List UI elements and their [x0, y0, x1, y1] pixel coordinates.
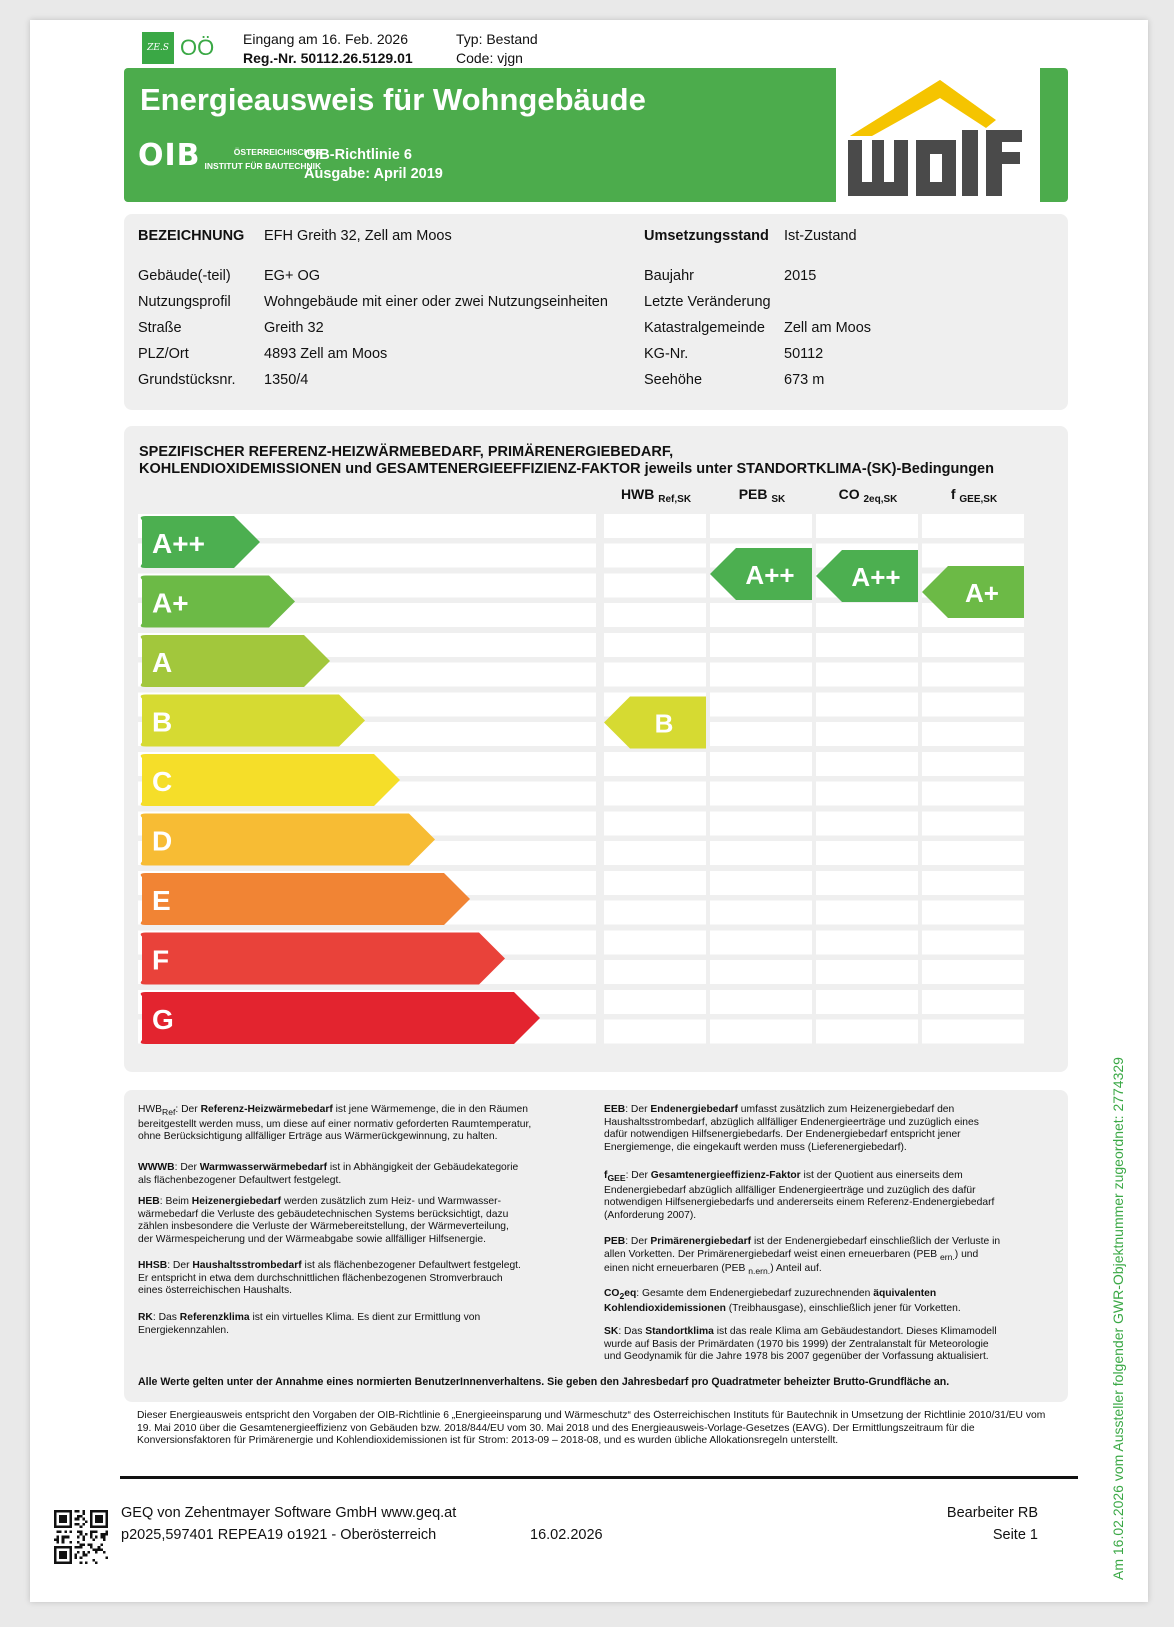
qr-module: [77, 1523, 80, 1526]
column-stripe: [710, 633, 812, 657]
class-label: A++: [152, 528, 205, 559]
qr-module: [77, 1515, 80, 1518]
energy-scale-grid: [138, 512, 1050, 1048]
column-stripe: [604, 574, 706, 598]
column-stripe: [604, 514, 706, 538]
oib-line2: INSTITUT FÜR BAUTECHNIK: [204, 160, 322, 171]
column-stripe: [816, 960, 918, 984]
value-grundstuecksnr: 1350/4: [264, 372, 309, 388]
qr-module: [95, 1551, 98, 1554]
column-stripe: [922, 1020, 1024, 1044]
type-label: Typ: Bestand: [456, 31, 538, 47]
value-katastralgemeinde: Zell am Moos: [784, 320, 872, 336]
column-stripe: [816, 990, 918, 1014]
column-stripe: [604, 633, 706, 657]
column-stripe: [816, 812, 918, 836]
qr-module: [90, 1531, 93, 1534]
qr-module: [62, 1538, 65, 1541]
qr-module: [69, 1531, 72, 1534]
rating-label: A++: [745, 560, 795, 590]
label-baujahr: Baujahr: [644, 268, 694, 284]
column-stripe: [604, 603, 706, 627]
column-head-hwb-sub: Ref,SK: [658, 494, 692, 505]
footer-left: [121, 1502, 456, 1546]
def-hhsb: HHSB: Der Haushaltsstrombedarf ist als flächenbezogener Defaultwert festgelegt. Er entspricht in etwa dem durchschnittlichen flächenbezogenen Stromverbrauch eines österreichischen Haushalts.: [138, 1260, 521, 1296]
qr-module: [90, 1533, 93, 1536]
qr-module: [57, 1538, 60, 1541]
qr-module: [100, 1549, 103, 1552]
qr-module: [105, 1531, 108, 1534]
qr-module: [80, 1561, 83, 1564]
label-gebaeude: Gebäude(-teil): [138, 268, 231, 284]
qr-module: [75, 1518, 78, 1521]
column-stripe: [922, 663, 1024, 687]
column-stripe: [604, 990, 706, 1014]
column-stripe: [710, 603, 812, 627]
gwr-assignment-note: Am 16.02.2026 vom Aussteller folgender GWR-Objektnummer zugeordnet: 2774329: [1110, 1057, 1126, 1580]
column-stripe: [816, 782, 918, 806]
column-stripe: [710, 514, 812, 538]
eingang-date: Eingang am 16. Feb. 2026: [243, 31, 409, 47]
column-head-hwb: [604, 486, 708, 505]
def-rk: RK: Das Referenzklima ist ein virtuelles Klima. Es dient zur Ermittlung von Energiekennzahlen.: [138, 1312, 481, 1336]
column-stripe: [816, 633, 918, 657]
class-arrow-g: [141, 992, 540, 1044]
qr-module: [100, 1536, 103, 1539]
column-stripe: [922, 514, 1024, 538]
qr-module: [57, 1531, 60, 1534]
column-stripe: [604, 960, 706, 984]
oib-logo-mark: OIB: [138, 138, 201, 173]
column-stripe: [710, 693, 812, 717]
document-page: [30, 20, 1148, 1602]
all-values-note: Alle Werte gelten unter der Annahme eines normierten BenutzerInnenverhaltens. Sie geben den Jahresbedarf pro Quadratmeter beheizter Brutto-Grundfläche an.: [138, 1376, 950, 1388]
column-stripe: [922, 841, 1024, 865]
class-label: A+: [152, 587, 189, 619]
qr-module: [103, 1551, 106, 1554]
def-fgee: $f_{GEE}$: Der Gesamtenergieeffizienz-Faktor ist der Quotient aus einerseits dem Endenergiebedarf abzüglich allfälliger Endenergieerträge und zuzüglich des dafür notwendigen Hilfsenergiebedarfs und andererseits einem Referenz-Endenergiebedarf (Anforderung 2007).: [604, 1170, 995, 1221]
column-stripe: [604, 871, 706, 895]
qr-module: [77, 1536, 80, 1539]
qr-module: [80, 1531, 83, 1534]
qr-module: [87, 1543, 90, 1546]
class-arrow-b: [141, 695, 365, 747]
label-katastralgemeinde: Katastralgemeinde: [644, 320, 765, 336]
meta-left: [243, 30, 413, 68]
qr-module: [64, 1531, 67, 1534]
column-stripe: [710, 871, 812, 895]
qr-module: [82, 1510, 85, 1513]
column-stripe: [922, 960, 1024, 984]
qr-code-icon: [54, 1510, 108, 1564]
column-head-co2-main: CO: [838, 486, 860, 502]
column-stripe: [816, 603, 918, 627]
qr-module: [57, 1541, 60, 1544]
value-nutzungsprofil: Wohngebäude mit einer oder zwei Nutzungseinheiten: [264, 294, 608, 310]
qr-module: [75, 1546, 78, 1549]
header-banner: [124, 68, 1068, 202]
column-stripe: [816, 693, 918, 717]
rating-label: B: [654, 708, 674, 739]
qr-module: [80, 1543, 83, 1546]
region-stamp: [142, 32, 236, 64]
qr-module: [85, 1533, 88, 1536]
column-stripe: [710, 931, 812, 955]
column-stripe: [816, 663, 918, 687]
column-head-fgee-sub: GEE,SK: [959, 494, 998, 505]
qr-module: [59, 1551, 67, 1559]
def-sk: SK: Das Standortklima ist das reale Klima am Gebäudestandort. Dieses Klimamodell wurde auf Basis der Primärdaten (1970 bis 1999) der Zentralanstalt für Meteorologie und Geodynamik für die Jahre 1978 bis 2007 gegenüber der Vorfassung aktualisiert.: [604, 1326, 997, 1362]
column-stripe: [816, 871, 918, 895]
energy-scale: [124, 426, 1068, 1072]
reg-number: Reg.-Nr. 50112.26.5129.01: [243, 50, 413, 66]
class-arrow-f: [141, 933, 505, 985]
qr-module: [93, 1531, 96, 1534]
column-stripe: [922, 812, 1024, 836]
column-stripe: [604, 812, 706, 836]
qr-module: [80, 1515, 83, 1518]
qr-module: [93, 1559, 96, 1562]
column-stripe: [604, 1020, 706, 1044]
column-stripe: [710, 812, 812, 836]
guideline-edition: Ausgabe: April 2019: [304, 166, 443, 182]
class-label: F: [152, 944, 170, 976]
qr-module: [82, 1554, 85, 1557]
value-gebaeude: EG+ OG: [264, 268, 321, 284]
qr-module: [77, 1546, 80, 1549]
column-stripe: [710, 722, 812, 746]
column-stripe: [816, 752, 918, 776]
qr-module: [95, 1561, 98, 1564]
oib-line1: ÖSTERREICHISCHES: [233, 146, 322, 157]
qr-module: [98, 1546, 101, 1549]
column-stripe: [604, 752, 706, 776]
qr-module: [80, 1533, 83, 1536]
class-label: C: [152, 766, 173, 797]
qr-module: [77, 1518, 80, 1521]
column-head-fgee-main: f: [950, 486, 956, 502]
qr-module: [59, 1515, 67, 1523]
qr-module: [82, 1538, 85, 1541]
qr-module: [54, 1538, 57, 1541]
qr-module: [77, 1531, 80, 1534]
qr-module: [80, 1546, 83, 1549]
column-stripe: [816, 841, 918, 865]
column-stripe: [710, 841, 812, 865]
label-umsetzungsstand: Umsetzungsstand: [644, 228, 769, 244]
column-stripe: [710, 960, 812, 984]
class-label: A: [152, 647, 173, 678]
qr-module: [80, 1556, 83, 1559]
label-plz-ort: PLZ/Ort: [138, 346, 189, 362]
column-head-peb: [710, 486, 814, 505]
label-grundstuecksnr: Grundstücksnr.: [138, 372, 236, 388]
qr-module: [103, 1533, 106, 1536]
column-stripe: [816, 514, 918, 538]
column-stripe: [710, 782, 812, 806]
qr-module: [98, 1549, 101, 1552]
column-head-peb-sub: SK: [771, 494, 786, 505]
qr-module: [87, 1551, 90, 1554]
column-stripe: [816, 1020, 918, 1044]
code-label: Code: vjgn: [456, 50, 523, 66]
qr-module: [82, 1536, 85, 1539]
building-info: [124, 214, 1068, 410]
legal-note: Dieser Energieausweis entspricht den Vorgaben der OIB-Richtlinie 6 „Energieeinsparung und Wärmeschutz“ des Österreichischen Instituts für Bautechnik in Umsetzung der Richtlinie 2010/31/EU vom 19. Mai 2010 über die Gesamtenergieeffizienz von Gebäuden bzw. 2018/844/EU vom 30. Mai 2018 und des Energieausweis-Vorlage-Gesetzes (EAVG). Der Ermittlungszeitraum für die Konversionsfaktoren für Primärenergie und Kohlendioxidemissionen ist für Strom: 2013-09 – 2018-08, und es wurden übliche Allokationsregeln unterstellt.: [137, 1410, 1046, 1446]
class-arrow-e: [141, 873, 470, 925]
column-stripe: [710, 901, 812, 925]
wolf-logo-icon: [836, 68, 1040, 202]
qr-module: [95, 1531, 98, 1534]
label-kg-nr: KG-Nr.: [644, 346, 689, 362]
footer-divider: [120, 1476, 1078, 1479]
wolf-logo: [836, 68, 1040, 202]
column-stripe: [604, 931, 706, 955]
column-stripe: [922, 871, 1024, 895]
def-hwb: $HWB_{Ref}$: Der Referenz-Heizwärmebedarf ist jene Wärmemenge, die in den Räumen bereitgestellt werden muss, um diese auf einer normativ geforderten Raumtemperatur, ohne Berücksichtigung allfälliger Erträge aus Wärmerückgewinnung, zu halten.: [138, 1104, 532, 1143]
def-wwwb: WWWB: Der Warmwasserwärmebedarf ist in Abhängigkeit der Gebäudekategorie als flächenbezogener Defaultwert festgelegt.: [138, 1162, 519, 1186]
label-seehoehe: Seehöhe: [644, 372, 703, 388]
qr-module: [85, 1561, 88, 1564]
column-head-fgee: [922, 486, 1026, 505]
column-stripe: [604, 663, 706, 687]
class-arrow-d: [141, 814, 435, 866]
qr-module: [82, 1523, 85, 1526]
qr-module: [90, 1546, 93, 1549]
qr-module: [105, 1533, 108, 1536]
class-label: E: [152, 885, 171, 916]
qr-module: [75, 1510, 78, 1513]
column-head-hwb-main: HWB: [620, 486, 655, 502]
stamp-code: OÖ: [180, 35, 215, 60]
meta-right: [456, 30, 538, 68]
column-stripe: [922, 544, 1024, 568]
qr-module: [82, 1543, 85, 1546]
qr-module: [105, 1556, 108, 1559]
column-head-co2: [816, 486, 920, 505]
column-stripe: [922, 901, 1024, 925]
label-letzte-veraenderung: Letzte Veränderung: [644, 294, 771, 310]
document-title: Energieausweis für Wohngebäude: [140, 82, 646, 117]
def-peb: PEB: Der Primärenergiebedarf ist der Endenergiebedarf einschließlich der Verluste in allen Vorketten. Der Primärenergiebedarf weist einen erneuerbaren (PEB $_{ern.}$) und einen nicht erneuerbaren (PEB $_{n.ern.}$) Anteil auf.: [604, 1236, 1001, 1277]
software-vendor: GEQ von Zehentmayer Software GmbH www.geq.at: [121, 1505, 457, 1521]
qr-module: [85, 1520, 88, 1523]
column-stripe: [604, 841, 706, 865]
qr-module: [77, 1541, 80, 1544]
definitions-box: [124, 1090, 1068, 1402]
qr-module: [85, 1554, 88, 1557]
value-seehoehe: 673 m: [784, 372, 825, 388]
qr-module: [82, 1551, 85, 1554]
value-plz-ort: 4893 Zell am Moos: [264, 346, 388, 362]
qr-module: [95, 1515, 103, 1523]
column-stripe: [922, 752, 1024, 776]
column-head-peb-main: PEB: [738, 486, 768, 502]
rating-label: A++: [851, 562, 901, 592]
qr-module: [77, 1510, 80, 1513]
qr-module: [75, 1554, 78, 1557]
guideline-name: OIB-Richtlinie 6: [304, 147, 412, 163]
def-heb: HEB: Beim Heizenergiebedarf werden zusätzlich zum Heiz- und Warmwasser- wärmebedarf die Verluste des gebäudetechnischen Systems berücksichtigt, dazu zählen insbesondere die Verluste der Wärmebereitstellung, der Wärmeverteilung, der Wärmespeicherung und der Wärmeabgabe sowie allfälliger Hilfsenergie.: [138, 1196, 509, 1245]
qr-module: [62, 1536, 65, 1539]
value-baujahr: 2015: [784, 268, 817, 284]
footer-date: 16.02.2026: [530, 1527, 603, 1543]
column-stripe: [922, 990, 1024, 1014]
class-label: D: [152, 825, 173, 857]
qr-module: [57, 1536, 60, 1539]
column-stripe: [816, 901, 918, 925]
label-nutzungsprofil: Nutzungsprofil: [138, 294, 231, 310]
qr-module: [62, 1541, 65, 1544]
qr-module: [103, 1536, 106, 1539]
column-stripe: [816, 722, 918, 746]
stamp-logo: ZE.S: [142, 32, 174, 64]
editor: Bearbeiter RB: [946, 1505, 1038, 1521]
scale-title-line2: KOHLENDIOXIDEMISSIONEN und GESAMTENERGIEEFFIZIENZ-FAKTOR jeweils unter STANDORTKLIMA-(SK)-Bedingungen: [139, 461, 994, 477]
qr-module: [95, 1536, 98, 1539]
def-eeb: EEB: Der Endenergiebedarf umfasst zusätzlich zum Heizenergiebedarf den Haushaltsstrombedarf, abzüglich allfälliger Endenergieerträge und zuzüglich eines dafür notwendigen Hilfsenergiebedarfs. Der Endenergiebedarf entspricht jener Energiemenge, die eingekauft werden muss (Lieferenergiebedarf).: [604, 1104, 979, 1153]
class-label: B: [152, 706, 173, 738]
class-label: G: [152, 1004, 174, 1035]
qr-module: [82, 1513, 85, 1516]
column-stripe: [604, 782, 706, 806]
footer-right: [910, 1502, 1038, 1546]
class-arrow-c: [141, 754, 400, 806]
column-stripe: [816, 931, 918, 955]
column-stripe: [922, 722, 1024, 746]
column-stripe: [922, 782, 1024, 806]
qr-module: [59, 1531, 62, 1534]
column-stripe: [922, 633, 1024, 657]
column-stripe: [710, 752, 812, 776]
rating-label: A+: [965, 578, 999, 608]
qr-module: [100, 1543, 103, 1546]
label-bezeichnung: BEZEICHNUNG: [138, 228, 245, 244]
calculation-code: p2025,597401 REPEA19 o1921 - Oberösterreich: [121, 1527, 437, 1543]
scale-title: [139, 444, 994, 478]
column-stripe: [710, 990, 812, 1014]
qr-module: [93, 1538, 96, 1541]
qr-module: [75, 1523, 78, 1526]
qr-module: [103, 1538, 106, 1541]
label-strasse: Straße: [138, 320, 182, 336]
column-head-co2-sub: 2eq,SK: [863, 494, 898, 505]
qr-module: [90, 1543, 93, 1546]
guideline-info: [304, 146, 443, 184]
qr-module: [75, 1556, 78, 1559]
column-stripe: [604, 544, 706, 568]
qr-module: [100, 1533, 103, 1536]
qr-module: [67, 1536, 70, 1539]
value-bezeichnung: EFH Greith 32, Zell am Moos: [264, 228, 452, 244]
column-stripe: [922, 931, 1024, 955]
qr-module: [82, 1518, 85, 1521]
column-stripe: [710, 1020, 812, 1044]
qr-module: [69, 1541, 72, 1544]
qr-module: [95, 1549, 98, 1552]
qr-module: [77, 1551, 80, 1554]
oib-logo: [138, 138, 321, 173]
column-stripe: [922, 693, 1024, 717]
qr-module: [80, 1525, 83, 1528]
page-number: Seite 1: [992, 1527, 1038, 1543]
qr-module: [90, 1536, 93, 1539]
qr-module: [64, 1536, 67, 1539]
value-kg-nr: 50112: [784, 346, 824, 362]
qr-module: [93, 1549, 96, 1552]
value-strasse: Greith 32: [264, 320, 324, 336]
scale-title-line1: SPEZIFISCHER REFERENZ-HEIZWÄRMEBEDARF, PRIMÄRENERGIEBEDARF,: [139, 444, 674, 460]
column-stripe: [710, 663, 812, 687]
value-umsetzungsstand: Ist-Zustand: [784, 228, 857, 244]
column-stripe: [604, 901, 706, 925]
def-co2: $CO_2eq$: Gesamte dem Endenergiebedarf zuzurechnenden äquivalenten Kohlendioxidemissionen (Treibhausgase), einschließlich jener für Vorketten.: [604, 1288, 961, 1314]
